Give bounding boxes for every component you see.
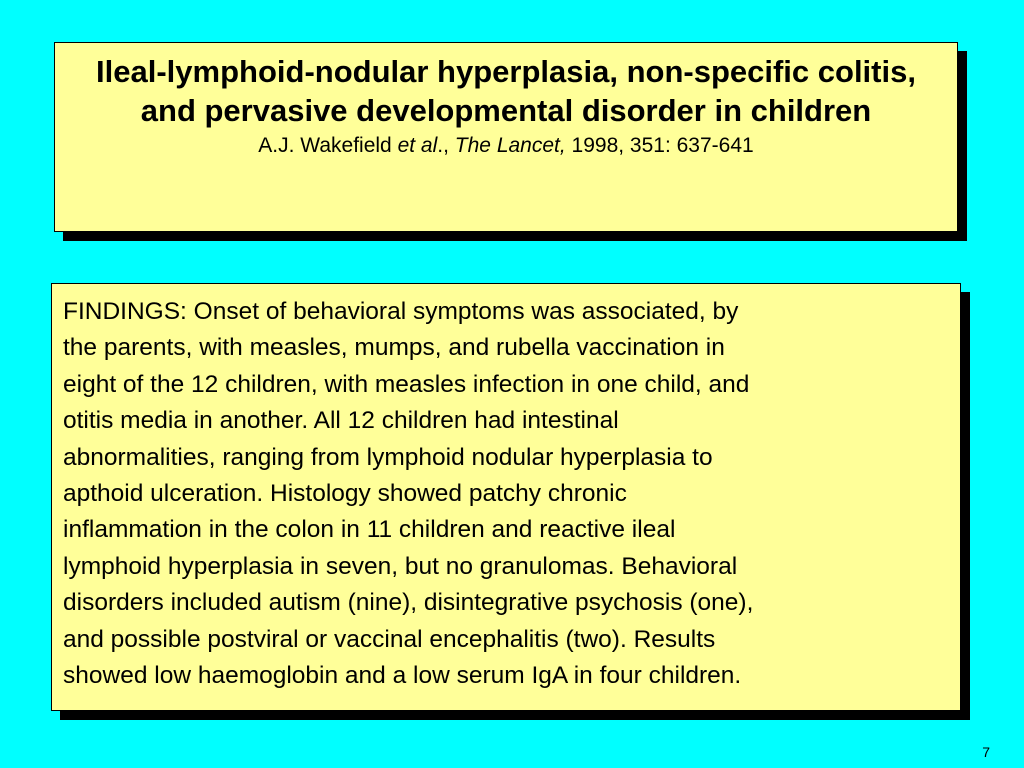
citation-author: A.J. Wakefield xyxy=(258,134,398,157)
findings-text xyxy=(63,294,952,694)
findings-line: showed low haemoglobin and a low serum IgA in four children. xyxy=(63,662,742,690)
findings-line: abnormalities, ranging from lymphoid nodular hyperplasia to xyxy=(63,443,713,471)
citation-journal: The Lancet, xyxy=(454,134,566,157)
findings-line: FINDINGS: Onset of behavioral symptoms was associated, by xyxy=(63,298,739,325)
findings-box xyxy=(51,283,961,711)
page-number: 7 xyxy=(982,744,990,760)
findings-line: disorders included autism (nine), disintegrative psychosis (one), xyxy=(63,589,754,617)
findings-line: the parents, with measles, mumps, and rubella vaccination in xyxy=(63,334,725,362)
title-box xyxy=(54,42,958,232)
citation-separator: ., xyxy=(437,134,455,157)
findings-line: inflammation in the colon in 11 children and reactive ileal xyxy=(63,516,676,544)
citation xyxy=(55,133,957,159)
findings-line: apthoid ulceration. Histology showed patchy chronic xyxy=(63,480,627,508)
paper-title: Ileal-lymphoid-nodular hyperplasia, non-specific colitis, and pervasive developmental disorder in children xyxy=(96,54,916,128)
citation-etal: et al xyxy=(397,134,438,157)
findings-line: and possible postviral or vaccinal encephalitis (two). Results xyxy=(63,625,716,653)
findings-line: eight of the 12 children, with measles infection in one child, and xyxy=(63,370,750,398)
findings-line: lymphoid hyperplasia in seven, but no granulomas. Behavioral xyxy=(63,552,738,580)
findings-line: otitis media in another. All 12 children had intestinal xyxy=(63,407,619,435)
citation-details: 1998, 351: 637-641 xyxy=(565,134,754,157)
